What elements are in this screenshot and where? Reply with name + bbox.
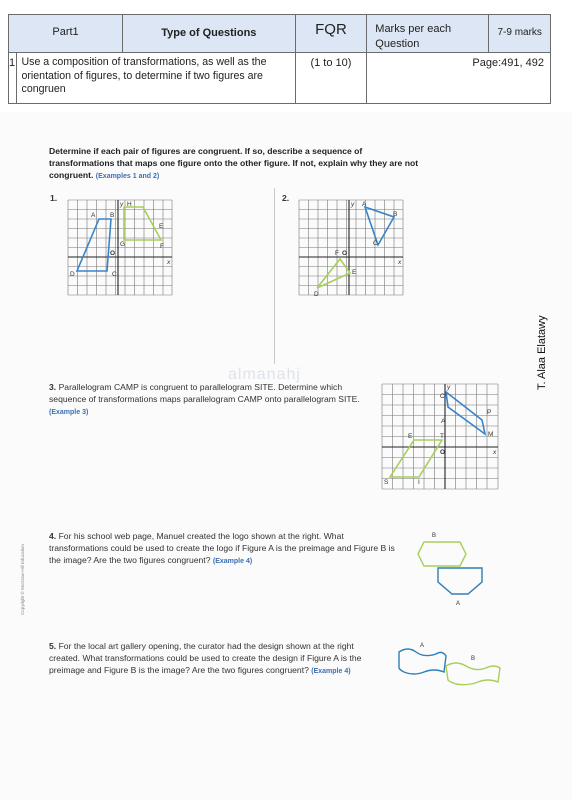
problem-1-label-b: B (110, 212, 115, 219)
problem-4-logo (410, 528, 490, 610)
problem-3-example: (Example 3) (49, 409, 89, 416)
problem-3-label-p: P (487, 409, 492, 416)
header-marks-value-cell (489, 15, 551, 53)
problem-1-label-y: y (120, 201, 124, 208)
header-range: (1 to 10) (310, 57, 352, 69)
instructions (49, 145, 429, 183)
problem-5 (49, 640, 384, 678)
problem-5-number: 5. (49, 641, 57, 651)
header-marks-label: Marks per each Question (375, 23, 452, 50)
problem-2-label-f: F (335, 250, 339, 257)
problem-5-label-a: A (420, 643, 425, 649)
problem-2-triangle-abc (365, 207, 394, 245)
problem-3 (49, 381, 371, 419)
problem-2-label-y: y (351, 201, 355, 208)
author-label: T. Alaa Elatawy (536, 315, 548, 390)
problem-2-label-o: O (342, 250, 348, 257)
problem-1-label-c: C (112, 271, 117, 278)
problem-3-parallelogram-camp (446, 392, 485, 434)
problem-3-graph (378, 380, 504, 492)
header-type: Type of Questions (161, 27, 257, 39)
problem-5-figure-a (399, 649, 446, 674)
problem-1-label-f: F (160, 243, 164, 250)
header-marks-value: 7-9 marks (497, 27, 542, 38)
header-pages: Page:491, 492 (472, 57, 544, 69)
copyright-label: Copyright © McGraw-Hill Education (20, 544, 25, 615)
problem-1-label-h: H (127, 201, 132, 208)
header-description: Use a composition of transformations, as well as the orientation of figures, to determine if two figures are congruen (21, 56, 267, 95)
problem-3-label-m: M (488, 431, 494, 438)
problem-1-label-g: G (120, 241, 126, 248)
row-number: 1 (9, 57, 16, 69)
header-range-cell (295, 53, 367, 104)
problem-3-label-y: y (447, 384, 451, 391)
problem-2-label-e: E (352, 269, 357, 276)
problem-4-text: For his school web page, Manuel created the logo shown at the right. What transformations could be used to create the logo if Figure A is the preimage and Figure B is the image? Are the two figures congruent? (49, 531, 395, 565)
problem-4 (49, 530, 399, 568)
problem-3-label-s: S (384, 479, 389, 486)
problem-3-label-a: A (441, 418, 446, 425)
problem-4-label-b: B (432, 533, 437, 539)
problem-3-label-i: I (418, 479, 420, 486)
column-divider (274, 188, 275, 364)
problem-4-figure-b (418, 542, 466, 566)
problem-3-label-e: E (408, 433, 413, 440)
problem-3-text: Parallelogram CAMP is congruent to parallelogram SITE. Determine which sequence of transformations maps parallelogram CAMP onto parallelogram SITE. (49, 382, 360, 404)
problem-3-label-o: O (440, 449, 446, 456)
problem-2-number: 2. (282, 193, 290, 203)
watermark: almanahj (228, 366, 301, 383)
header-fqr-cell (295, 15, 367, 53)
problem-1-label-a: A (91, 212, 96, 219)
problem-2-triangle-def (317, 259, 350, 288)
problem-4-example: (Example 4) (212, 558, 253, 565)
problem-1-label-o: O (110, 250, 116, 257)
problem-5-example: (Example 4) (311, 668, 351, 675)
problem-4-number: 4. (49, 531, 57, 541)
header-part-cell (9, 15, 123, 53)
problem-2-graph (297, 198, 407, 298)
problem-4-figure-a (438, 568, 482, 594)
header-description-cell (9, 53, 296, 104)
problem-3-number: 3. (49, 382, 57, 392)
instructions-text: Determine if each pair of figures are congruent. If so, describe a sequence of transformations that maps one figure onto the other figure. If not, explain why they are not congruent. (49, 146, 419, 180)
header-pages-cell (367, 53, 551, 104)
problem-1-graph (66, 198, 176, 298)
problem-3-label-t: T (440, 433, 444, 440)
problem-5-text: For the local art gallery opening, the curator had the design shown at the right created. What transformations could be used to create the design if Figure A is the preimage and Figure B is the image? Are the two figures congruent? (49, 641, 362, 675)
problem-5-figure-b (446, 663, 500, 685)
problem-1-label-d: D (70, 271, 75, 278)
problem-1-label-e: E (159, 223, 164, 230)
problem-2-label-c: C (373, 240, 378, 247)
instructions-examples: (Examples 1 and 2) (95, 173, 160, 180)
problem-3-label-c: C (440, 393, 445, 400)
problem-2-label-a: A (362, 201, 367, 208)
problem-1-figure-hefg (124, 207, 161, 240)
problem-4-label-a: A (456, 601, 461, 607)
problem-5-label-b: B (471, 656, 476, 662)
problem-5-design (394, 638, 506, 694)
problem-1-label-x: x (167, 259, 171, 266)
header-marks-cell (367, 15, 489, 53)
header-table (8, 14, 551, 104)
header-fqr: FQR (315, 21, 347, 38)
problem-2-label-x: x (398, 259, 402, 266)
header-part: Part1 (52, 26, 79, 38)
problem-3-label-x: x (493, 449, 497, 456)
problem-2-label-d: D (314, 291, 319, 298)
problem-1-number: 1. (50, 193, 58, 203)
header-type-cell (123, 15, 296, 53)
problem-2-label-b: B (393, 211, 398, 218)
